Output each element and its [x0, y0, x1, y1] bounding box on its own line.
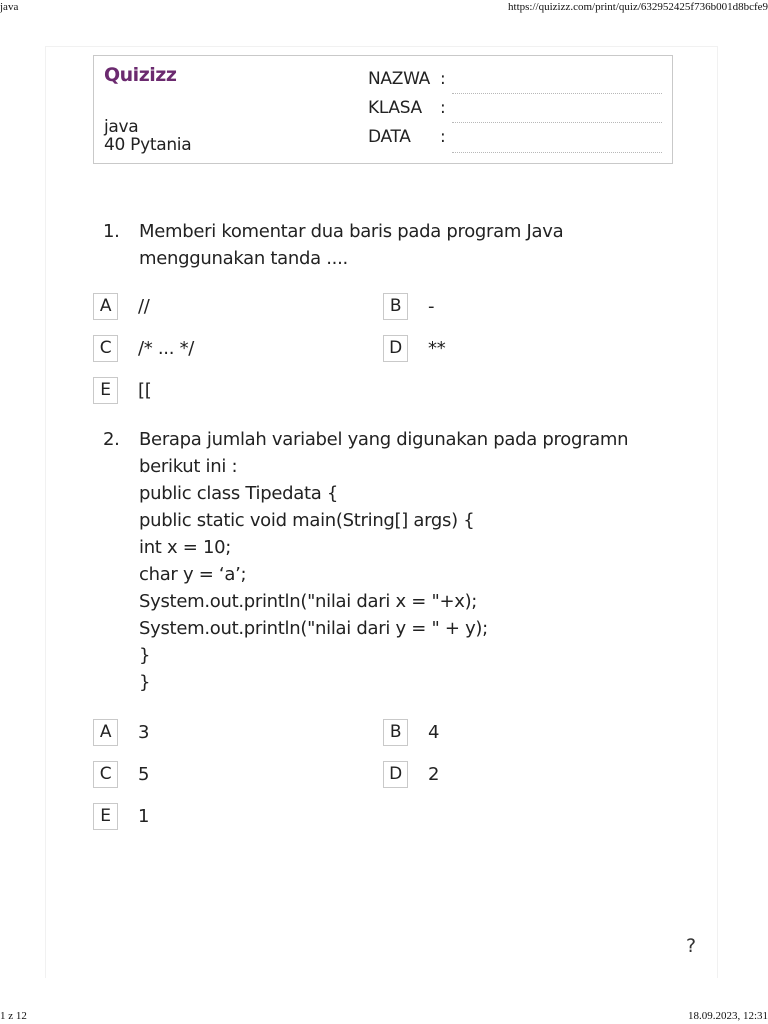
print-url: https://quizizz.com/print/quiz/632952425f736b001d8bcfe9 [508, 1, 768, 13]
q2-option-e[interactable] [93, 803, 353, 830]
option-letter: B [383, 719, 408, 746]
print-timestamp: 18.09.2023, 12:31 [687, 1010, 768, 1022]
option-text: ** [428, 338, 446, 359]
print-tab-title: java [0, 1, 19, 13]
option-text: 3 [138, 722, 150, 743]
name-colon: : [440, 69, 446, 89]
option-letter: E [93, 803, 118, 830]
option-text: /* ... */ [138, 338, 195, 359]
quizizz-logo [104, 64, 176, 86]
code-line: public static void main(String[] args) { [139, 510, 475, 531]
logo-text: Quizizz [104, 64, 177, 86]
q1-option-e[interactable] [93, 377, 353, 404]
question-line: menggunakan tanda .... [139, 248, 348, 269]
class-line[interactable] [452, 122, 662, 123]
name-field [368, 69, 450, 89]
q2-option-a[interactable] [93, 719, 353, 746]
option-text: 5 [138, 764, 150, 785]
option-letter: E [93, 377, 118, 404]
question-line: Berapa jumlah variabel yang digunakan pada programn [139, 429, 629, 450]
name-label: NAZWA [368, 69, 431, 89]
code-line: System.out.println("nilai dari y = " + y); [139, 618, 488, 639]
q1-option-d[interactable] [383, 335, 643, 362]
option-letter: D [383, 335, 408, 362]
q2-option-b[interactable] [383, 719, 643, 746]
q1-option-b[interactable] [383, 293, 643, 320]
question-line: Memberi komentar dua baris pada program Java [139, 221, 564, 242]
q1-option-a[interactable] [93, 293, 353, 320]
code-line: System.out.println("nilai dari x = "+x); [139, 591, 478, 612]
code-line: } [139, 672, 151, 693]
option-text: - [428, 296, 435, 317]
code-line: public class Tipedata { [139, 483, 339, 504]
option-text: 1 [138, 806, 150, 827]
question-count: 40 Pytania [104, 135, 192, 155]
option-letter: D [383, 761, 408, 788]
question-line: berikut ini : [139, 456, 238, 477]
code-line: int x = 10; [139, 537, 232, 558]
option-text: 2 [428, 764, 440, 785]
class-field [368, 98, 450, 118]
code-line: char y = ‘a’; [139, 564, 247, 585]
question-mark-icon[interactable]: ? [686, 935, 697, 957]
code-line: } [139, 645, 151, 666]
class-colon: : [440, 98, 446, 118]
question-number: 1. [103, 221, 120, 242]
quiz-header-box [93, 55, 673, 164]
option-text: 4 [428, 722, 440, 743]
option-letter: C [93, 761, 118, 788]
option-text: [[ [138, 380, 152, 401]
option-text: // [138, 296, 150, 317]
q2-option-d[interactable] [383, 761, 643, 788]
quiz-sheet [45, 46, 718, 978]
q1-option-c[interactable] [93, 335, 353, 362]
question-text [139, 218, 659, 272]
question-text [139, 426, 659, 696]
option-letter: B [383, 293, 408, 320]
question-2 [103, 426, 663, 696]
date-colon: : [440, 127, 446, 147]
question-number: 2. [103, 429, 120, 450]
quiz-title: java [104, 117, 139, 137]
date-line[interactable] [452, 152, 662, 153]
date-field [368, 127, 450, 147]
class-label: KLASA [368, 98, 422, 118]
name-line[interactable] [452, 93, 662, 94]
print-page-indicator: 1 z 12 [0, 1010, 27, 1022]
date-label: DATA [368, 127, 411, 147]
option-letter: C [93, 335, 118, 362]
option-letter: A [93, 293, 118, 320]
question-1 [103, 218, 663, 272]
option-letter: A [93, 719, 118, 746]
q2-option-c[interactable] [93, 761, 353, 788]
